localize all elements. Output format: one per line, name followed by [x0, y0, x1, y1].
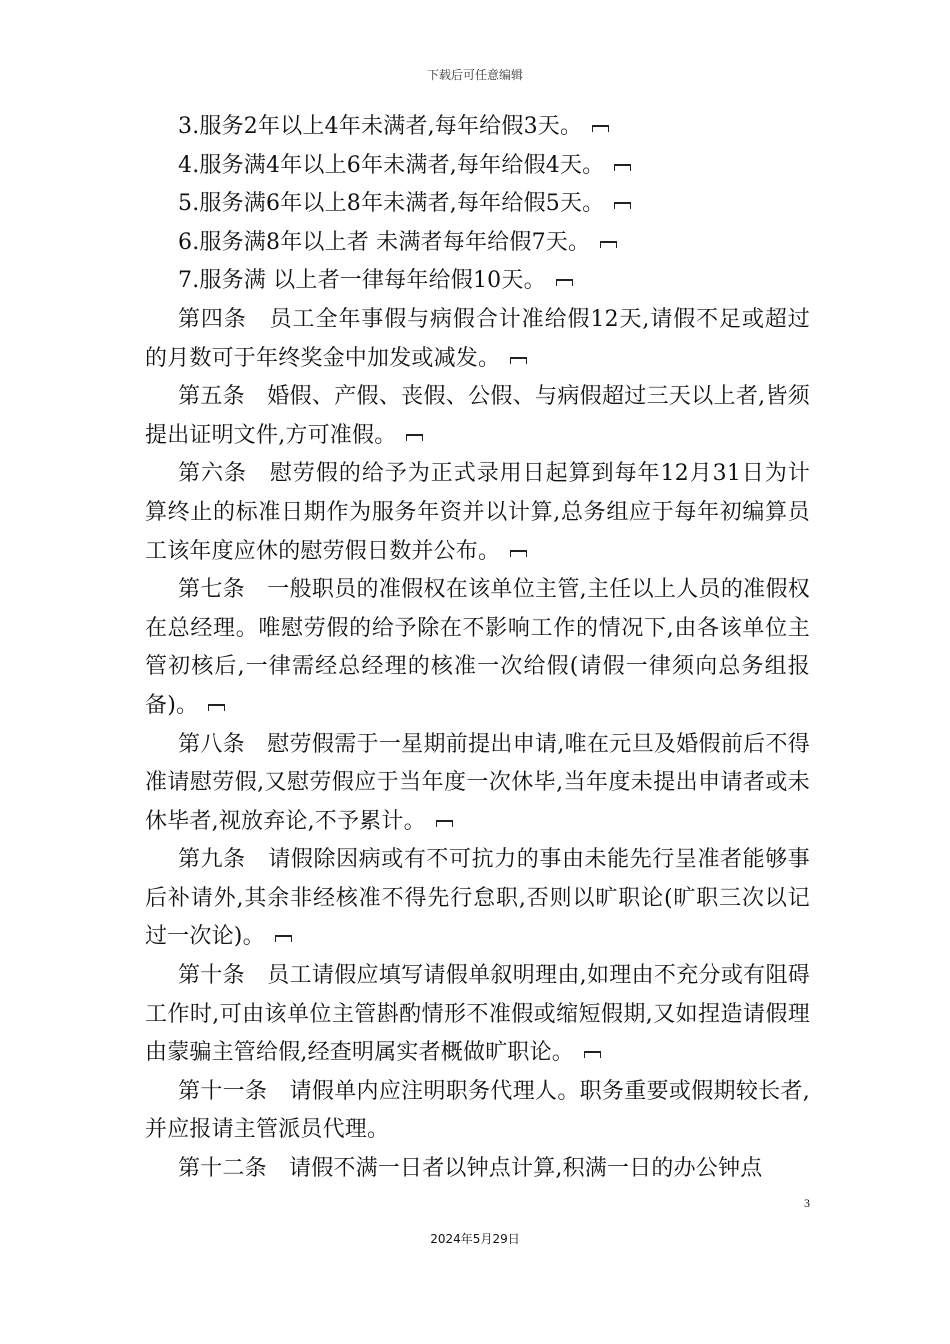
- paragraph-mark-icon: [600, 241, 617, 248]
- article-11: [145, 1073, 810, 1150]
- article-5: [145, 378, 810, 455]
- paragraph-text: 7.服务满 以上者一律每年给假10天。: [178, 268, 546, 294]
- paragraph-text: 第九条 请假除因病或有不可抗力的事由未能先行呈准者能够事后补请外,其余非经核准不得先行怠职,否则以旷职论(旷职三次以记过一次论)。: [145, 847, 810, 950]
- article-10: [145, 957, 810, 1073]
- paragraph-mark-icon: [592, 125, 609, 132]
- paragraph-text: 5.服务满6年以上8年未满者,每年给假5天。: [178, 191, 605, 217]
- paragraph-mark-icon: [614, 202, 631, 209]
- article-12: [145, 1150, 810, 1189]
- paragraph-mark-icon: [584, 1051, 601, 1058]
- page-number: 3: [804, 1196, 810, 1210]
- paragraph-text: 第四条 员工全年事假与病假合计准给假12天,请假不足或超过的月数可于年终奖金中加发或减发。: [145, 306, 810, 371]
- paragraph-item-6: [145, 224, 810, 263]
- page-header: 下载后可任意编辑: [426, 68, 523, 82]
- paragraph-text: 第七条 一般职员的准假权在该单位主管,主任以上人员的准假权在总经理。唯慰劳假的给予除在不影响工作的情况下,由各该单位主管初核后,一律需经总经理的核准一次给假(请假一律须向总务组报备)。: [145, 577, 810, 718]
- paragraph-text: 第五条 婚假、产假、丧假、公假、与病假超过三天以上者,皆须提出证明文件,方可准假。: [145, 384, 810, 448]
- paragraph-item-3: [145, 108, 810, 147]
- paragraph-text: 第十条 员工请假应填写请假单叙明理由,如理由不充分或有阻碍工作时,可由该单位主管斟酌情形不准假或缩短假期,又如捏造请假理由蒙骗主管给假,经查明属实者概做旷职论。: [145, 963, 810, 1066]
- paragraph-text: 4.服务满4年以上6年未满者,每年给假4天。: [178, 152, 605, 178]
- paragraph-item-7: [145, 262, 810, 301]
- paragraph-mark-icon: [556, 279, 573, 286]
- article-8: [145, 726, 810, 842]
- article-7: [145, 571, 810, 725]
- paragraph-mark-icon: [208, 704, 225, 711]
- paragraph-text: 6.服务满8年以上者 未满者每年给假7天。: [178, 229, 591, 255]
- paragraph-text: 第八条 慰劳假需于一星期前提出申请,唯在元旦及婚假前后不得准请慰劳假,又慰劳假应于当年度一次休毕,当年度未提出申请者或未休毕者,视放弃论,不予累计。: [145, 731, 810, 834]
- article-6: [145, 455, 810, 571]
- article-4: [145, 301, 810, 378]
- paragraph-text: 第十一条 请假单内应注明职务代理人。职务重要或假期较长者,并应报请主管派员代理。: [145, 1078, 810, 1143]
- paragraph-item-4: [145, 147, 810, 186]
- paragraph-mark-icon: [275, 935, 292, 942]
- paragraph-mark-icon: [436, 820, 453, 827]
- document-body: [145, 108, 810, 1189]
- paragraph-text: 第六条 慰劳假的给予为正式录用日起算到每年12月31日为计算终止的标准日期作为服务年资并以计算,总务组应于每年初编算员工该年度应休的慰劳假日数并公布。: [145, 461, 810, 564]
- paragraph-text: 3.服务2年以上4年未满者,每年给假3天。: [178, 114, 583, 139]
- paragraph-text: 第十二条 请假不满一日者以钟点计算,积满一日的办公钟点: [178, 1156, 763, 1182]
- article-9: [145, 841, 810, 957]
- paragraph-mark-icon: [510, 357, 527, 364]
- paragraph-mark-icon: [406, 434, 423, 441]
- page-footer-date: 2024年5月29日: [430, 1232, 520, 1246]
- paragraph-mark-icon: [510, 550, 527, 557]
- paragraph-item-5: [145, 185, 810, 224]
- paragraph-mark-icon: [614, 164, 631, 171]
